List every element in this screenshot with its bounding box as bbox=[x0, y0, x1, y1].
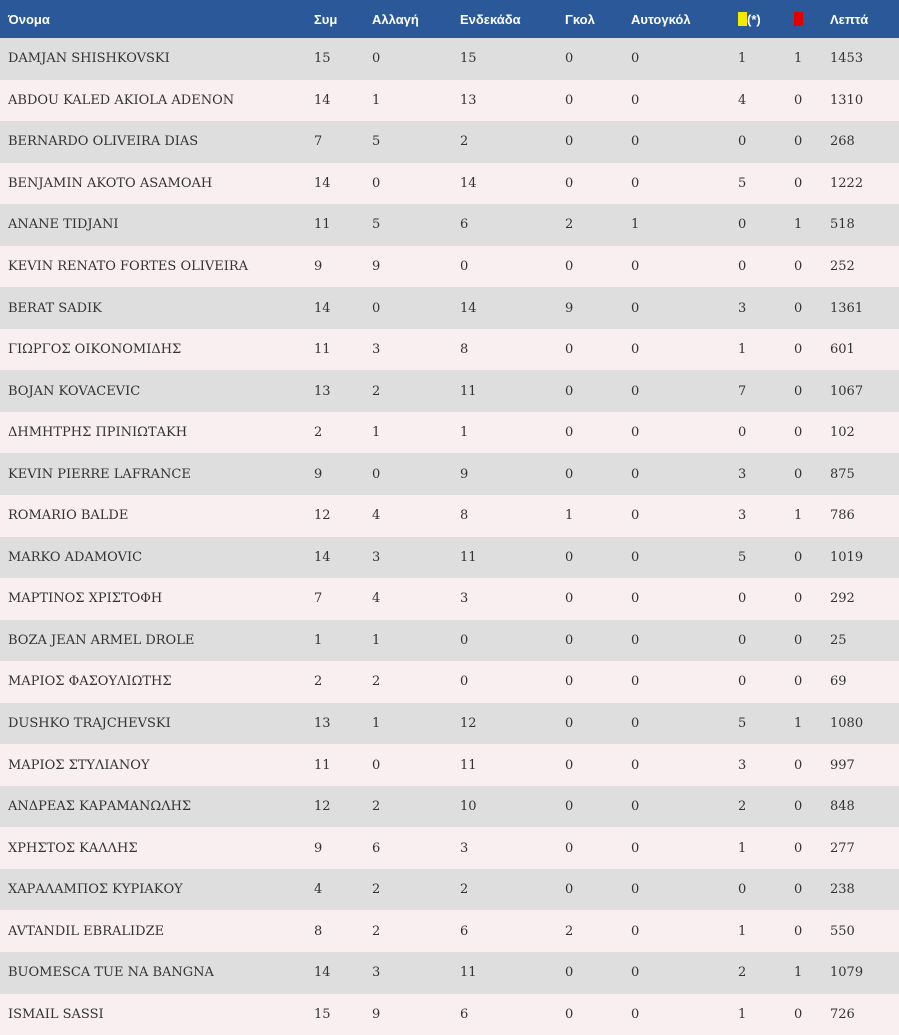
start-cell: 11 bbox=[460, 757, 477, 773]
goals-cell: 0 bbox=[565, 1006, 574, 1022]
yellow-cell: 2 bbox=[738, 799, 747, 815]
minutes-cell: 1222 bbox=[830, 175, 864, 191]
yellow-cell: 0 bbox=[738, 259, 747, 274]
player-name: BOJAN KOVACEVIC bbox=[8, 383, 141, 399]
apps-cell: 11 bbox=[314, 217, 331, 233]
minutes-cell: 25 bbox=[830, 632, 847, 648]
sub-cell: 0 bbox=[372, 51, 381, 67]
table-row bbox=[0, 412, 899, 454]
own-goals-cell: 0 bbox=[631, 632, 640, 648]
minutes-cell: 1079 bbox=[830, 965, 864, 981]
table-row bbox=[0, 578, 899, 620]
own-goals-cell: 0 bbox=[631, 383, 640, 399]
minutes-cell: 875 bbox=[830, 466, 855, 482]
apps-cell: 1 bbox=[314, 632, 323, 648]
red-cell: 1 bbox=[794, 716, 803, 732]
red-cell: 0 bbox=[794, 840, 803, 856]
start-cell: 0 bbox=[460, 259, 469, 274]
table-row bbox=[0, 80, 899, 122]
minutes-cell: 786 bbox=[830, 508, 855, 524]
start-cell: 1 bbox=[460, 425, 469, 441]
own-goals-cell: 0 bbox=[631, 757, 640, 773]
apps-cell: 2 bbox=[314, 674, 323, 690]
own-goals-cell: 1 bbox=[631, 217, 640, 233]
minutes-cell: 518 bbox=[830, 217, 855, 233]
start-cell: 0 bbox=[460, 674, 469, 690]
apps-cell: 7 bbox=[314, 134, 323, 150]
red-cell: 0 bbox=[794, 882, 803, 898]
apps-cell: 13 bbox=[314, 716, 331, 732]
yellow-cell: 2 bbox=[738, 965, 747, 981]
goals-cell: 0 bbox=[565, 591, 574, 607]
sub-cell: 0 bbox=[372, 757, 381, 773]
table-row bbox=[0, 661, 899, 703]
sub-cell: 2 bbox=[372, 923, 381, 939]
player-name: KEVIN PIERRE LAFRANCE bbox=[8, 466, 191, 482]
player-name: ΜΑΡΙΟΣ ΦΑΣΟΥΛΙΩΤΗΣ bbox=[8, 674, 172, 690]
own-goals-cell: 0 bbox=[631, 591, 640, 607]
start-cell: 14 bbox=[460, 300, 477, 316]
minutes-cell: 252 bbox=[830, 259, 855, 274]
player-name: ΧΑΡΑΛΑΜΠΟΣ ΚΥΡΙΑΚΟΥ bbox=[8, 882, 183, 898]
goals-cell: 0 bbox=[565, 632, 574, 648]
red-cell: 0 bbox=[794, 591, 803, 607]
start-cell: 0 bbox=[460, 632, 469, 648]
goals-cell: 0 bbox=[565, 383, 574, 399]
table-row bbox=[0, 329, 899, 371]
player-name: ΔΗΜΗΤΡΗΣ ΠΡΙΝΙΩΤΑΚΗ bbox=[8, 425, 188, 441]
own-goals-cell: 0 bbox=[631, 923, 640, 939]
own-goals-cell: 0 bbox=[631, 175, 640, 191]
yellow-cell: 5 bbox=[738, 716, 747, 732]
minutes-cell: 238 bbox=[830, 882, 855, 898]
header-yellow[interactable] bbox=[730, 0, 786, 38]
yellow-cell: 0 bbox=[738, 882, 747, 898]
red-cell: 0 bbox=[794, 549, 803, 565]
yellow-cell: 1 bbox=[738, 1006, 747, 1022]
yellow-cell: 0 bbox=[738, 425, 747, 441]
start-cell: 6 bbox=[460, 923, 469, 939]
goals-cell: 0 bbox=[565, 92, 574, 108]
apps-cell: 15 bbox=[314, 1006, 331, 1022]
own-goals-cell: 0 bbox=[631, 965, 640, 981]
table-row bbox=[0, 994, 899, 1035]
start-cell: 2 bbox=[460, 882, 469, 898]
own-goals-cell: 0 bbox=[631, 51, 640, 67]
yellow-note: (*) bbox=[747, 11, 761, 27]
player-name: ROMARIO BALDE bbox=[8, 508, 129, 524]
red-cell: 0 bbox=[794, 757, 803, 773]
red-cell: 1 bbox=[794, 51, 803, 67]
minutes-cell: 69 bbox=[830, 674, 847, 690]
apps-cell: 9 bbox=[314, 259, 323, 274]
table-row bbox=[0, 204, 899, 246]
own-goals-cell: 0 bbox=[631, 799, 640, 815]
apps-cell: 2 bbox=[314, 425, 323, 441]
player-name: AVTANDIL EBRALIDZE bbox=[8, 923, 165, 939]
sub-cell: 0 bbox=[372, 175, 381, 191]
player-name: ΜΑΡΤΙΝΟΣ ΧΡΙΣΤΟΦΗ bbox=[8, 591, 163, 607]
yellow-cell: 7 bbox=[738, 383, 747, 399]
table-row bbox=[0, 827, 899, 869]
yellow-card-icon bbox=[738, 12, 747, 26]
apps-cell: 14 bbox=[314, 92, 331, 108]
sub-cell: 2 bbox=[372, 799, 381, 815]
red-cell: 0 bbox=[794, 175, 803, 191]
start-cell: 11 bbox=[460, 383, 477, 399]
start-cell: 12 bbox=[460, 716, 477, 732]
sub-cell: 3 bbox=[372, 342, 381, 358]
goals-cell: 0 bbox=[565, 840, 574, 856]
yellow-cell: 0 bbox=[738, 674, 747, 690]
goals-cell: 0 bbox=[565, 965, 574, 981]
goals-cell: 0 bbox=[565, 259, 574, 274]
goals-cell: 0 bbox=[565, 175, 574, 191]
table-row bbox=[0, 537, 899, 579]
yellow-cell: 5 bbox=[738, 549, 747, 565]
red-cell: 0 bbox=[794, 674, 803, 690]
goals-cell: 0 bbox=[565, 134, 574, 150]
sub-cell: 4 bbox=[372, 508, 381, 524]
sub-cell: 9 bbox=[372, 1006, 381, 1022]
player-name: BOZA JEAN ARMEL DROLE bbox=[8, 632, 195, 648]
red-cell: 0 bbox=[794, 1006, 803, 1022]
goals-cell: 0 bbox=[565, 757, 574, 773]
sub-cell: 4 bbox=[372, 591, 381, 607]
red-card-icon bbox=[794, 12, 803, 26]
yellow-cell: 1 bbox=[738, 923, 747, 939]
goals-cell: 0 bbox=[565, 342, 574, 358]
sub-cell: 2 bbox=[372, 674, 381, 690]
table-row bbox=[0, 453, 899, 495]
table-row bbox=[0, 869, 899, 911]
start-cell: 15 bbox=[460, 51, 477, 67]
own-goals-cell: 0 bbox=[631, 342, 640, 358]
minutes-cell: 1453 bbox=[830, 51, 864, 67]
table-row bbox=[0, 287, 899, 329]
minutes-cell: 726 bbox=[830, 1006, 855, 1022]
red-cell: 0 bbox=[794, 342, 803, 358]
apps-cell: 9 bbox=[314, 466, 323, 482]
goals-cell: 2 bbox=[565, 923, 574, 939]
red-cell: 0 bbox=[794, 134, 803, 150]
yellow-cell: 1 bbox=[738, 840, 747, 856]
own-goals-cell: 0 bbox=[631, 549, 640, 565]
red-cell: 0 bbox=[794, 923, 803, 939]
sub-cell: 6 bbox=[372, 840, 381, 856]
yellow-cell: 1 bbox=[738, 342, 747, 358]
minutes-cell: 997 bbox=[830, 757, 855, 773]
player-name: ISMAIL SASSI bbox=[8, 1006, 104, 1022]
table-row bbox=[0, 246, 899, 288]
own-goals-cell: 0 bbox=[631, 508, 640, 524]
start-cell: 8 bbox=[460, 342, 469, 358]
start-cell: 9 bbox=[460, 466, 469, 482]
minutes-cell: 601 bbox=[830, 342, 855, 358]
table-row bbox=[0, 703, 899, 745]
minutes-cell: 1310 bbox=[830, 92, 864, 108]
header-row bbox=[0, 0, 899, 38]
start-cell: 14 bbox=[460, 175, 477, 191]
sub-cell: 0 bbox=[372, 466, 381, 482]
player-name: DAMJAN SHISHKOVSKI bbox=[8, 51, 170, 67]
goals-cell: 9 bbox=[565, 300, 574, 316]
player-name: BERNARDO OLIVEIRA DIAS bbox=[8, 134, 199, 150]
apps-cell: 14 bbox=[314, 965, 331, 981]
table-row bbox=[0, 786, 899, 828]
yellow-cell: 3 bbox=[738, 508, 747, 524]
player-name: ΓΙΩΡΓΟΣ ΟΙΚΟΝΟΜΙΔΗΣ bbox=[8, 342, 182, 358]
red-cell: 0 bbox=[794, 383, 803, 399]
sub-cell: 2 bbox=[372, 383, 381, 399]
table-row bbox=[0, 620, 899, 662]
player-name: ΜΑΡΙΟΣ ΣΤΥΛΙΑΝΟΥ bbox=[8, 757, 150, 773]
sub-cell: 0 bbox=[372, 300, 381, 316]
apps-cell: 7 bbox=[314, 591, 323, 607]
minutes-cell: 1361 bbox=[830, 300, 864, 316]
apps-cell: 11 bbox=[314, 342, 331, 358]
sub-cell: 1 bbox=[372, 425, 381, 441]
player-name: ΧΡΗΣΤΟΣ ΚΑΛΛΗΣ bbox=[8, 840, 138, 856]
player-name: ABDOU KALED AKIOLA ADENON bbox=[8, 92, 235, 108]
goals-cell: 2 bbox=[565, 217, 574, 233]
sub-cell: 5 bbox=[372, 134, 381, 150]
minutes-cell: 277 bbox=[830, 840, 855, 856]
yellow-cell: 0 bbox=[738, 134, 747, 150]
goals-cell: 0 bbox=[565, 882, 574, 898]
goals-cell: 1 bbox=[565, 508, 574, 524]
header-name[interactable]: Όνομα bbox=[8, 11, 50, 27]
sub-cell: 5 bbox=[372, 217, 381, 233]
own-goals-cell: 0 bbox=[631, 716, 640, 732]
yellow-cell: 3 bbox=[738, 757, 747, 773]
sub-cell: 3 bbox=[372, 549, 381, 565]
sub-cell: 1 bbox=[372, 92, 381, 108]
sub-cell: 3 bbox=[372, 965, 381, 981]
red-cell: 0 bbox=[794, 466, 803, 482]
start-cell: 3 bbox=[460, 840, 469, 856]
apps-cell: 9 bbox=[314, 840, 323, 856]
apps-cell: 13 bbox=[314, 383, 331, 399]
own-goals-cell: 0 bbox=[631, 674, 640, 690]
apps-cell: 14 bbox=[314, 300, 331, 316]
yellow-cell: 0 bbox=[738, 591, 747, 607]
red-cell: 0 bbox=[794, 259, 803, 274]
header-apps[interactable]: Συμ bbox=[314, 11, 338, 27]
table-body bbox=[0, 38, 899, 1035]
table-row bbox=[0, 495, 899, 537]
header-minutes[interactable]: Λεπτά bbox=[830, 11, 869, 27]
start-cell: 13 bbox=[460, 92, 477, 108]
header-goals[interactable]: Γκολ bbox=[565, 11, 595, 27]
yellow-cell: 3 bbox=[738, 300, 747, 316]
table-row bbox=[0, 163, 899, 205]
table-row bbox=[0, 910, 899, 952]
yellow-cell: 1 bbox=[738, 51, 747, 67]
goals-cell: 0 bbox=[565, 549, 574, 565]
minutes-cell: 292 bbox=[830, 591, 855, 607]
sub-cell: 2 bbox=[372, 882, 381, 898]
minutes-cell: 550 bbox=[830, 923, 855, 939]
table-row bbox=[0, 744, 899, 786]
goals-cell: 0 bbox=[565, 425, 574, 441]
goals-cell: 0 bbox=[565, 716, 574, 732]
minutes-cell: 268 bbox=[830, 134, 855, 150]
minutes-cell: 848 bbox=[830, 799, 855, 815]
red-cell: 0 bbox=[794, 92, 803, 108]
minutes-cell: 102 bbox=[830, 425, 855, 441]
own-goals-cell: 0 bbox=[631, 92, 640, 108]
minutes-cell: 1080 bbox=[830, 716, 864, 732]
header-start[interactable]: Ενδεκάδα bbox=[460, 11, 521, 27]
apps-cell: 11 bbox=[314, 757, 331, 773]
goals-cell: 0 bbox=[565, 674, 574, 690]
apps-cell: 14 bbox=[314, 549, 331, 565]
red-cell: 1 bbox=[794, 217, 803, 233]
red-cell: 1 bbox=[794, 965, 803, 981]
yellow-cell: 3 bbox=[738, 466, 747, 482]
sub-cell: 9 bbox=[372, 259, 381, 274]
red-cell: 0 bbox=[794, 799, 803, 815]
start-cell: 6 bbox=[460, 217, 469, 233]
red-cell: 1 bbox=[794, 508, 803, 524]
yellow-cell: 4 bbox=[738, 92, 747, 108]
player-name: BERAT SADIK bbox=[8, 300, 102, 316]
own-goals-cell: 0 bbox=[631, 882, 640, 898]
yellow-cell: 5 bbox=[738, 175, 747, 191]
start-cell: 8 bbox=[460, 508, 469, 524]
table-row bbox=[0, 38, 899, 80]
goals-cell: 0 bbox=[565, 799, 574, 815]
player-name: MARKO ADAMOVIC bbox=[8, 549, 143, 565]
own-goals-cell: 0 bbox=[631, 466, 640, 482]
player-name: ΑΝΔΡΕΑΣ ΚΑΡΑΜΑΝΩΛΗΣ bbox=[8, 799, 192, 815]
goals-cell: 0 bbox=[565, 51, 574, 67]
table-row bbox=[0, 370, 899, 412]
red-cell: 0 bbox=[794, 632, 803, 648]
own-goals-cell: 0 bbox=[631, 134, 640, 150]
table-row bbox=[0, 121, 899, 163]
apps-cell: 8 bbox=[314, 923, 323, 939]
red-cell: 0 bbox=[794, 300, 803, 316]
table-row bbox=[0, 952, 899, 994]
start-cell: 11 bbox=[460, 549, 477, 565]
goals-cell: 0 bbox=[565, 466, 574, 482]
start-cell: 3 bbox=[460, 591, 469, 607]
minutes-cell: 1067 bbox=[830, 383, 864, 399]
apps-cell: 15 bbox=[314, 51, 331, 67]
header-own-goals[interactable]: Αυτογκόλ bbox=[631, 11, 691, 27]
own-goals-cell: 0 bbox=[631, 300, 640, 316]
yellow-cell: 0 bbox=[738, 632, 747, 648]
player-name: BENJAMIN AKOTO ASAMOAH bbox=[8, 175, 213, 191]
player-name: BUOMESCA TUE NA BANGNA bbox=[8, 965, 214, 981]
header-sub[interactable]: Αλλαγή bbox=[372, 11, 419, 27]
start-cell: 10 bbox=[460, 799, 477, 815]
own-goals-cell: 0 bbox=[631, 425, 640, 441]
start-cell: 6 bbox=[460, 1006, 469, 1022]
player-name: KEVIN RENATO FORTES OLIVEIRA bbox=[8, 259, 249, 274]
sub-cell: 1 bbox=[372, 716, 381, 732]
start-cell: 11 bbox=[460, 965, 477, 981]
minutes-cell: 1019 bbox=[830, 549, 864, 565]
start-cell: 2 bbox=[460, 134, 469, 150]
player-name: DUSHKO TRAJCHEVSKI bbox=[8, 716, 171, 732]
apps-cell: 14 bbox=[314, 175, 331, 191]
apps-cell: 12 bbox=[314, 799, 331, 815]
own-goals-cell: 0 bbox=[631, 259, 640, 274]
own-goals-cell: 0 bbox=[631, 1006, 640, 1022]
yellow-cell: 0 bbox=[738, 217, 747, 233]
apps-cell: 4 bbox=[314, 882, 323, 898]
sub-cell: 1 bbox=[372, 632, 381, 648]
red-cell: 0 bbox=[794, 425, 803, 441]
player-name: ANANE TIDJANI bbox=[8, 217, 119, 233]
own-goals-cell: 0 bbox=[631, 840, 640, 856]
apps-cell: 12 bbox=[314, 508, 331, 524]
header-red[interactable] bbox=[786, 0, 822, 38]
